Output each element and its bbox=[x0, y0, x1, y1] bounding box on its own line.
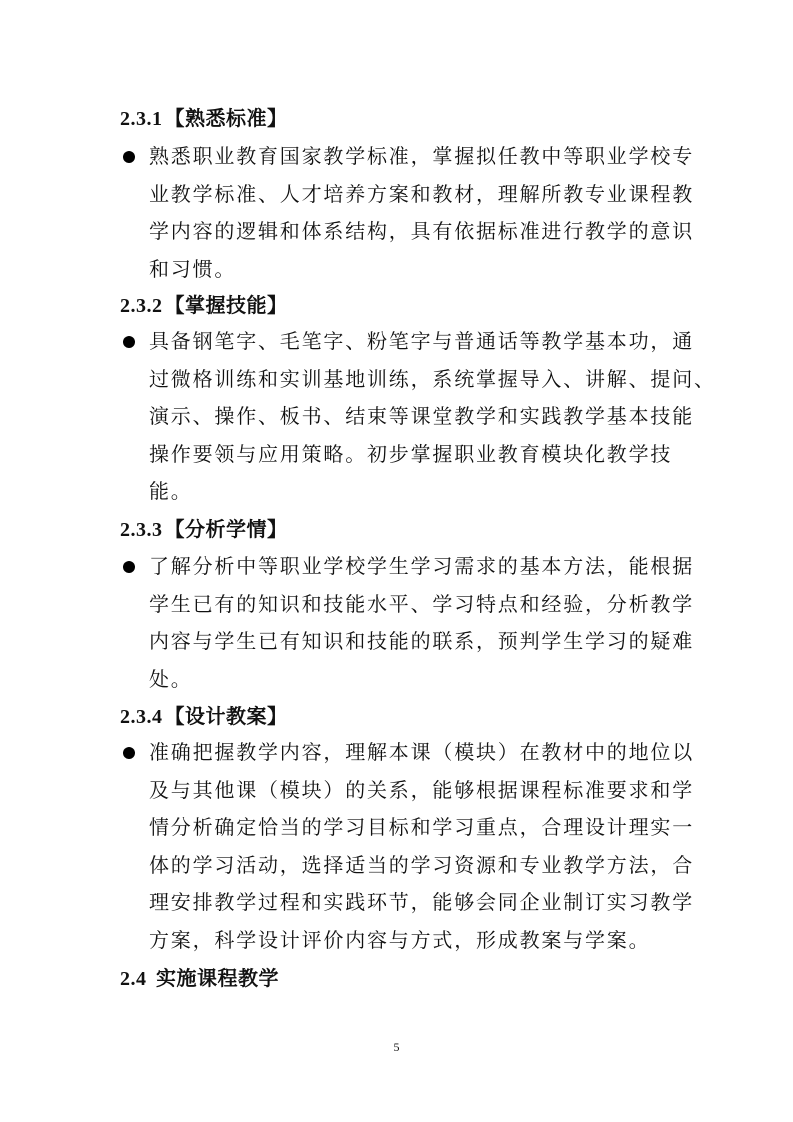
section-title: 【设计教案】 bbox=[164, 704, 288, 728]
text-line: 学内容的逻辑和体系结构，具有依据标准进行教学的意识 bbox=[149, 219, 694, 244]
bullet-text bbox=[149, 548, 694, 698]
page-number: 5 bbox=[393, 1040, 400, 1054]
text-line: 了解分析中等职业学校学生学习需求的基本方法，能根据 bbox=[149, 554, 694, 578]
bullet-text bbox=[149, 734, 694, 960]
section-title: 实施课程教学 bbox=[155, 966, 279, 990]
text-line: 具备钢笔字、毛笔字、粉笔字与普通话等教学基本功，通 bbox=[149, 329, 694, 353]
text-line: 熟悉职业教育国家教学标准，掌握拟任教中等职业学校专 bbox=[149, 144, 694, 168]
bullet-dot-icon bbox=[123, 747, 135, 759]
text-line: 演示、操作、板书、结束等课堂教学和实践教学基本技能 bbox=[149, 404, 694, 429]
section-number: 2.3.1 bbox=[120, 108, 163, 130]
section-number: 2.3.3 bbox=[120, 519, 163, 541]
bullet-dot-icon bbox=[123, 561, 135, 573]
section-heading-2-3-2 bbox=[120, 287, 288, 323]
section-heading-2-4 bbox=[120, 960, 279, 996]
section-title: 【分析学情】 bbox=[164, 517, 288, 541]
bullet-text bbox=[149, 138, 694, 288]
text-line: 操作要领与应用策略。初步掌握职业教育模块化教学技 bbox=[149, 441, 673, 466]
text-line: 准确把握教学内容，理解本课（模块）在教材中的地位以 bbox=[149, 740, 694, 764]
section-number: 2.3.4 bbox=[120, 706, 163, 728]
section-number: 2.4 bbox=[120, 968, 147, 990]
section-title: 【熟悉标准】 bbox=[164, 106, 288, 130]
text-line: 情分析确定恰当的学习目标和学习重点，合理设计理实一 bbox=[149, 815, 694, 840]
bullet-dot-icon bbox=[123, 151, 135, 163]
section-heading-2-3-4 bbox=[120, 698, 288, 734]
text-line: 能。 bbox=[149, 479, 193, 504]
text-line: 和习惯。 bbox=[149, 256, 237, 281]
text-line: 内容与学生已有知识和技能的联系，预判学生学习的疑难 bbox=[149, 629, 694, 654]
bullet-text bbox=[149, 323, 716, 511]
text-line: 理安排教学过程和实践环节，能够会同企业制订实习教学 bbox=[149, 890, 694, 915]
text-line: 方案，科学设计评价内容与方式，形成教案与学案。 bbox=[149, 927, 651, 952]
text-line: 体的学习活动，选择适当的学习资源和专业教学方法，合 bbox=[149, 852, 694, 877]
section-heading-2-3-3 bbox=[120, 511, 288, 547]
text-line: 过微格训练和实训基地训练，系统掌握导入、讲解、提问、 bbox=[149, 366, 716, 391]
bullet-dot-icon bbox=[123, 336, 135, 348]
section-number: 2.3.2 bbox=[120, 295, 163, 317]
text-line: 及与其他课（模块）的关系，能够根据课程标准要求和学 bbox=[149, 777, 694, 802]
text-line: 处。 bbox=[149, 666, 193, 691]
text-line: 业教学标准、人才培养方案和教材，理解所教专业课程教 bbox=[149, 181, 694, 206]
section-heading-2-3-1 bbox=[120, 100, 288, 136]
section-title: 【掌握技能】 bbox=[164, 293, 288, 317]
text-line: 学生已有的知识和技能水平、学习特点和经验，分析教学 bbox=[149, 591, 694, 616]
